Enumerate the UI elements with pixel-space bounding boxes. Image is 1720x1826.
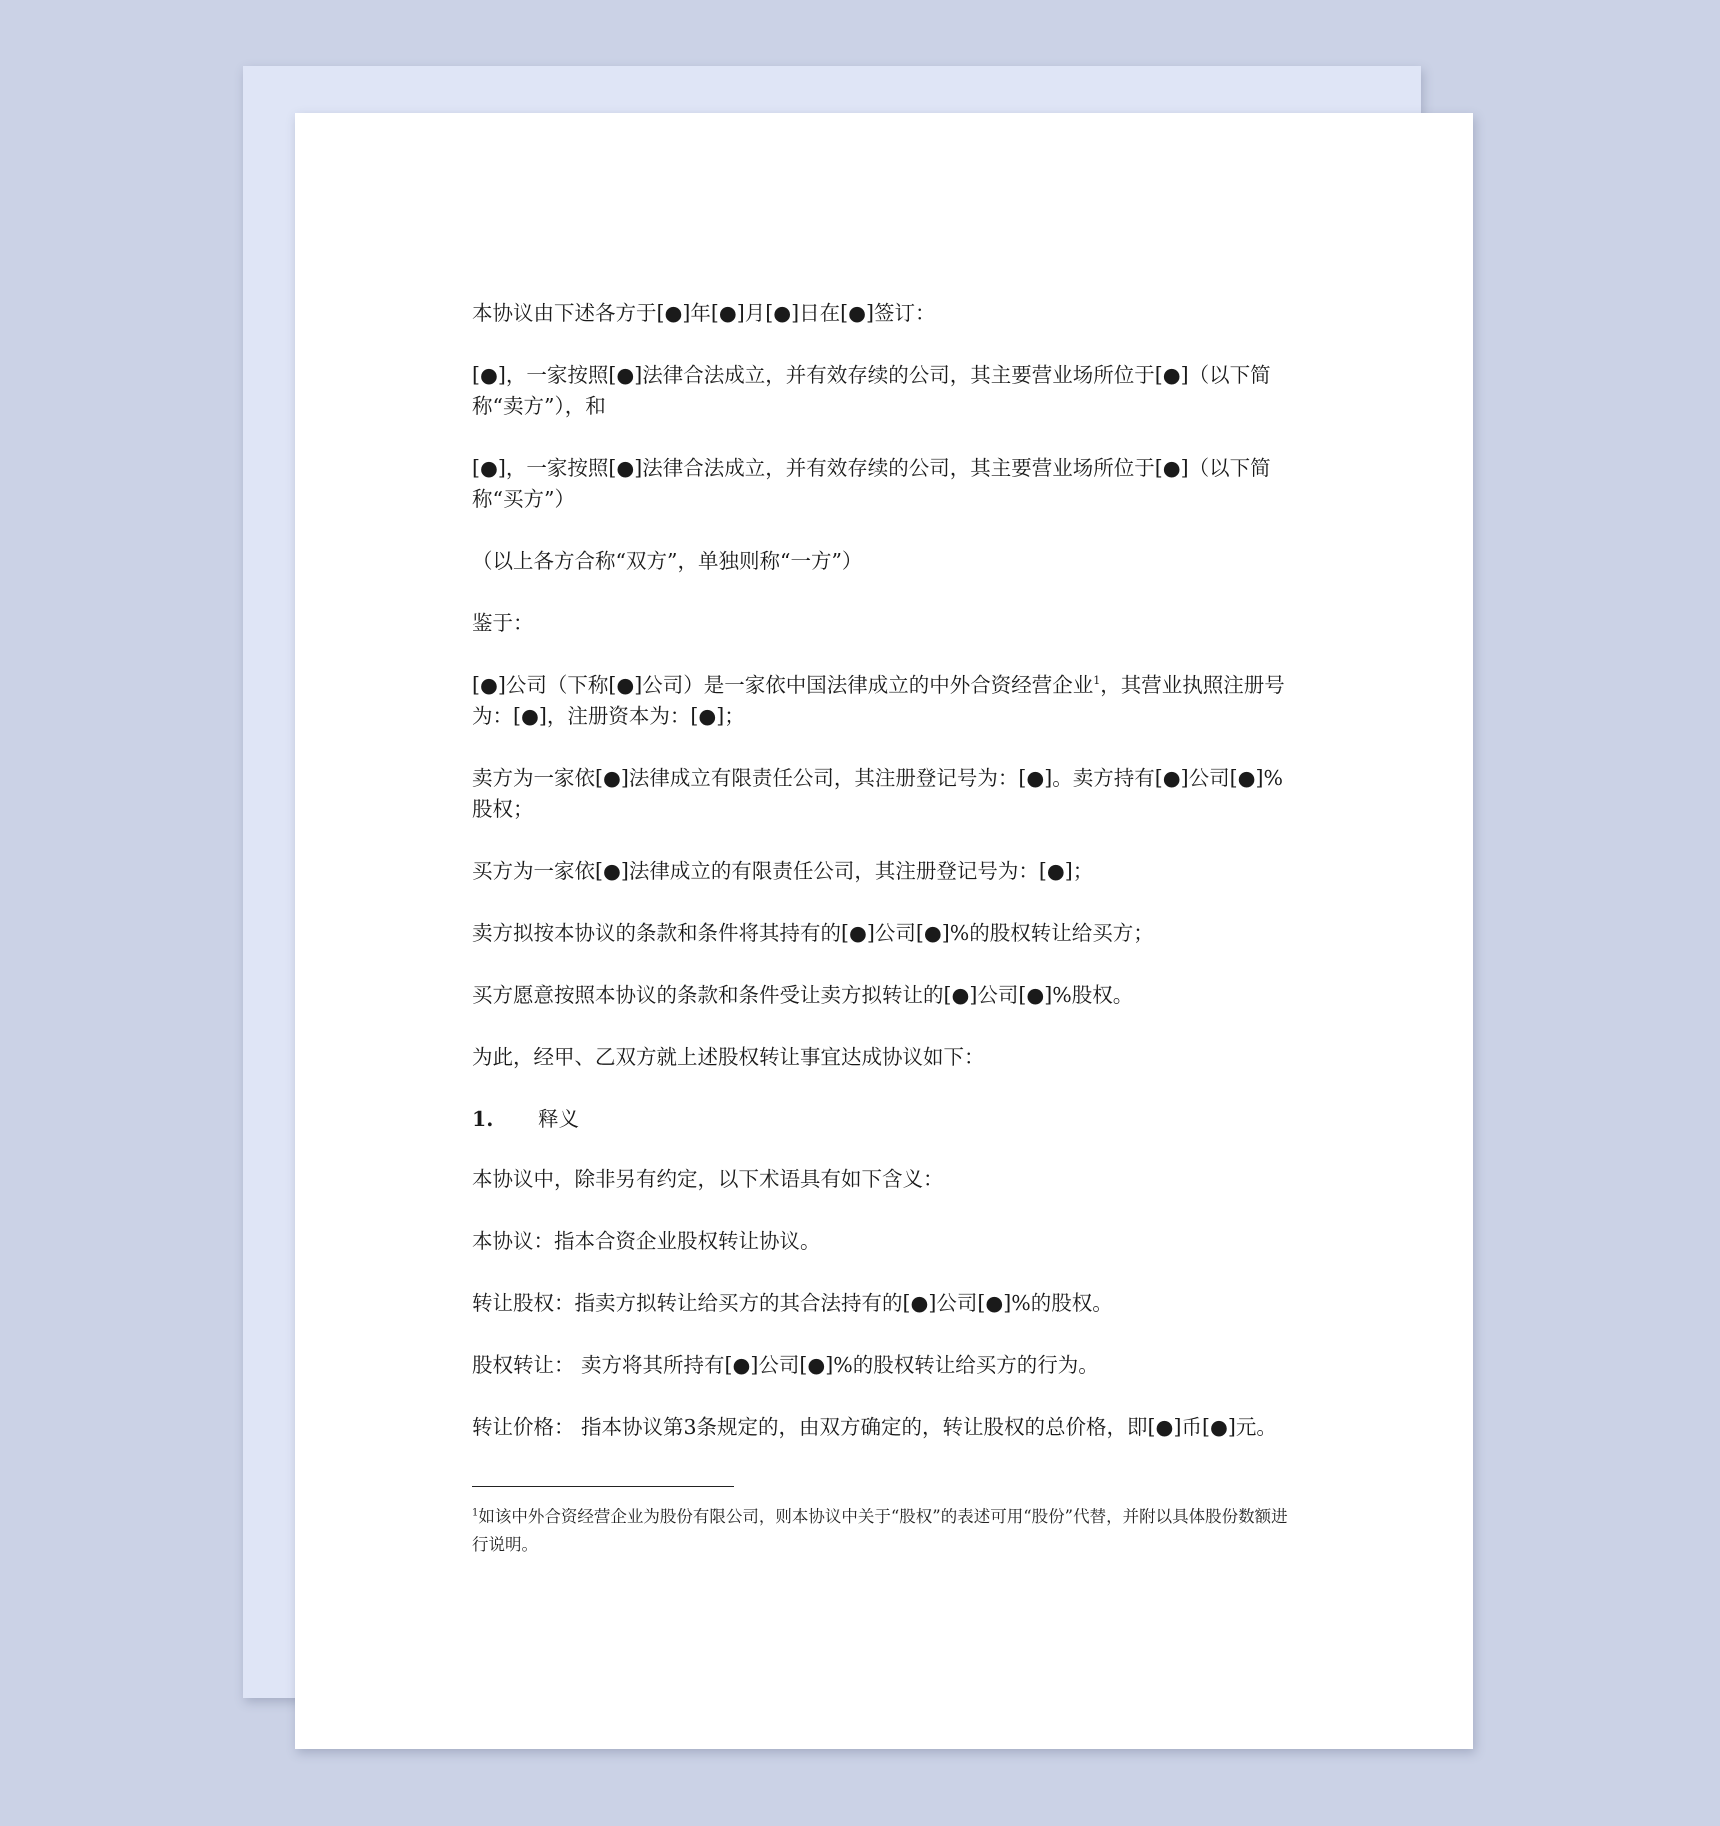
footnote-divider	[472, 1486, 734, 1487]
intro-paragraph: 本协议由下述各方于[●]年[●]月[●]日在[●]签订：	[472, 301, 936, 325]
section-number: 1.	[472, 1107, 494, 1131]
buyer-paragraph: [●]，一家按照[●]法律合法成立，并有效存续的公司，其主要营业场所位于[●]（以下简称“买方”）	[472, 456, 1271, 511]
footnote-number: 1	[472, 1507, 479, 1519]
definition-item	[472, 1226, 1298, 1257]
whereas-label: 鉴于：	[472, 611, 534, 635]
definition-text: 指本协议第3条规定的，由双方确定的，转让股权的总价格，即[●]币[●]元。	[574, 1415, 1277, 1439]
section-heading	[472, 1104, 1298, 1135]
definition-item	[472, 1412, 1298, 1443]
seller-recital: 卖方为一家依[●]法律成立有限责任公司，其注册登记号为：[●]。卖方持有[●]公司[●]%股权；	[472, 766, 1284, 821]
company-recital-text: [●]公司（下称[●]公司）是一家依中国法律成立的中外合资经营企业	[472, 673, 1094, 697]
acceptance-recital: 买方愿意按照本协议的条款和条件受让卖方拟转让的[●]公司[●]%股权。	[472, 983, 1134, 1007]
definition-item	[472, 1350, 1298, 1381]
section-title: 释义	[538, 1107, 579, 1131]
agreement-lead-in: 为此，经甲、乙双方就上述股权转让事宜达成协议如下：	[472, 1045, 985, 1069]
definition-text: 指本合资企业股权转让协议。	[554, 1229, 821, 1253]
definitions-intro: 本协议中，除非另有约定，以下术语具有如下含义：	[472, 1167, 944, 1191]
document-body	[472, 298, 1298, 1559]
document-page	[295, 113, 1473, 1749]
footnote-marker: 1	[1093, 674, 1101, 688]
company-recital-text-cont: ，其营业执照注册号为：[●]，注册资本为：[●]；	[472, 673, 1285, 728]
footnote-text: 如该中外合资经营企业为股份有限公司，则本协议中关于“股权”的表述可用“股份”代替，并附以具体股份数额进行说明。	[472, 1507, 1288, 1554]
definition-item	[472, 1288, 1298, 1319]
transfer-intent-recital: 卖方拟按本协议的条款和条件将其持有的[●]公司[●]%的股权转让给买方；	[472, 921, 1154, 945]
definition-text: 指卖方拟转让给买方的其合法持有的[●]公司[●]%的股权。	[574, 1291, 1113, 1315]
footnote	[472, 1503, 1298, 1559]
definition-text: 卖方将其所持有[●]公司[●]%的股权转让给买方的行为。	[574, 1353, 1099, 1377]
parties-note: （以上各方合称“双方”，单独则称“一方”）	[472, 549, 863, 573]
seller-paragraph: [●]，一家按照[●]法律合法成立，并有效存续的公司，其主要营业场所位于[●]（以下简称“卖方”），和	[472, 363, 1271, 418]
buyer-recital: 买方为一家依[●]法律成立的有限责任公司，其注册登记号为：[●]；	[472, 859, 1094, 883]
definition-term: 本协议：	[472, 1229, 554, 1253]
definition-term: 转让股权：	[472, 1291, 575, 1315]
company-recital	[472, 670, 1298, 732]
definition-term: 转让价格：	[472, 1415, 575, 1439]
definition-term: 股权转让：	[472, 1353, 575, 1377]
